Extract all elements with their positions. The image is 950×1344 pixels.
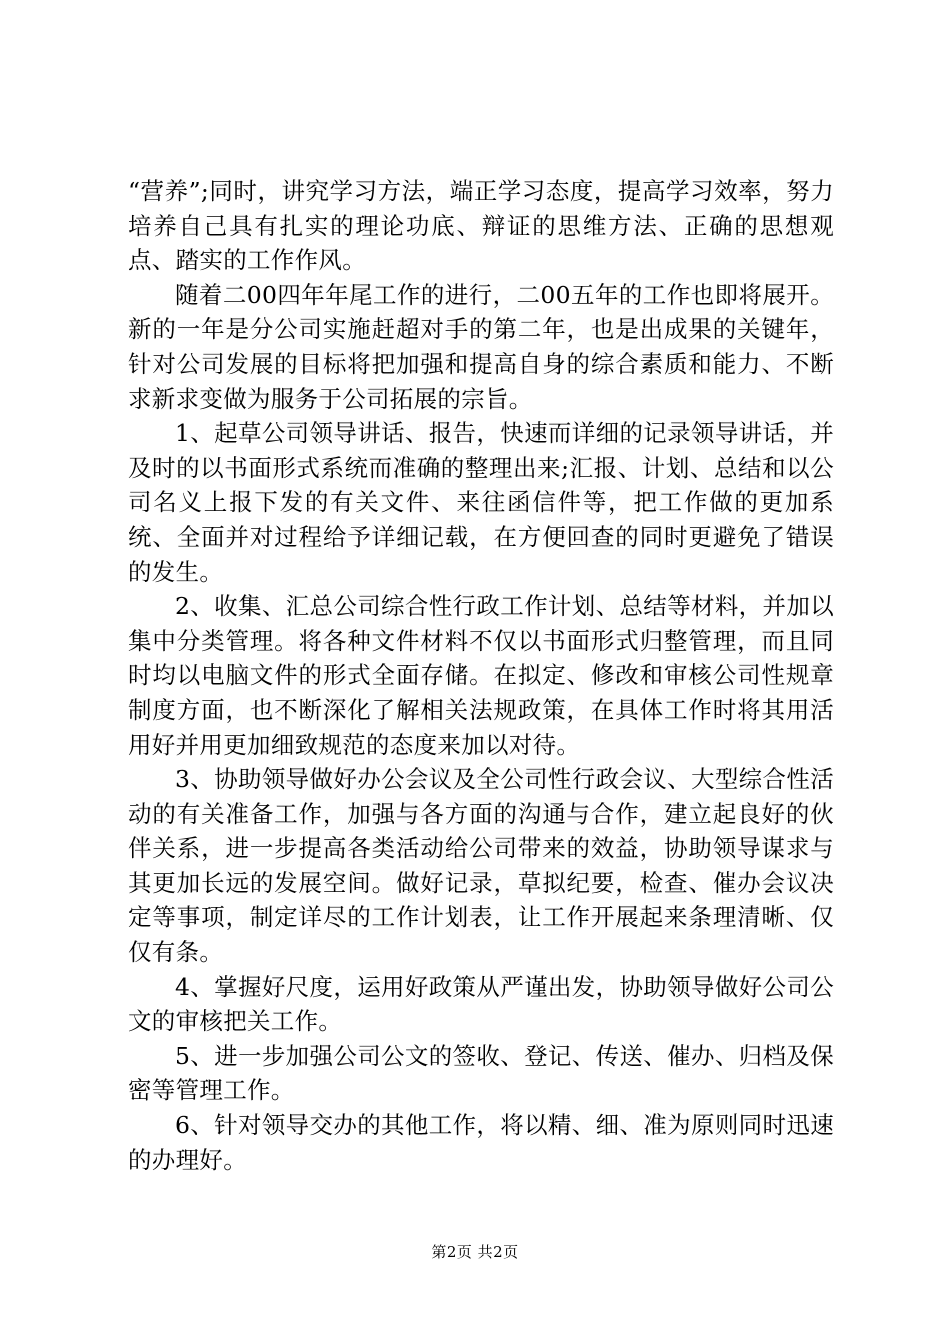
paragraph-item-2: 2、收集、汇总公司综合性行政工作计划、总结等材料，并加以集中分类管理。将各种文件材料不仅以书面形式归整管理，而且同时均以电脑文件的形式全面存储。在拟定、修改和审核公司性规章制度方面，也不断深化了解相关法规政策，在具体工作时将其用活用好并用更加细致规范的态度来加以对待。 xyxy=(128,592,834,759)
paragraph-item-5: 5、进一步加强公司公文的签收、登记、传送、催办、归档及保密等管理工作。 xyxy=(128,1041,834,1105)
paragraph-item-6: 6、针对领导交办的其他工作，将以精、细、准为原则同时迅速的办理好。 xyxy=(128,1111,834,1174)
paragraph-intro: 随着二00四年年尾工作的进行，二00五年的工作也即将展开。新的一年是分公司实施赶超对手的第二年，也是出成果的关键年，针对公司发展的目标将把加强和提高自身的综合素质和能力、不断求新求变做为服务于公司拓展的宗旨。 xyxy=(128,280,834,413)
page-footer: 第2页 共2页 xyxy=(431,1243,519,1261)
paragraph-continuation: “营养”;同时，讲究学习方法，端正学习态度，提高学习效率，努力培养自己具有扎实的理论功底、辩证的思维方法、正确的思想观点、踏实的工作作风。 xyxy=(128,177,834,275)
document-body xyxy=(128,174,834,1177)
paragraph-item-1: 1、起草公司领导讲话、报告，快速而详细的记录领导讲话，并及时的以书面形式系统而准确的整理出来;汇报、计划、总结和以公司名义上报下发的有关文件、来往函信件等，把工作做的更加系统、全面并对过程给予详细记载，在方便回查的同时更避免了错误的发生。 xyxy=(128,419,834,586)
paragraph-item-3: 3、协助领导做好办公会议及全公司性行政会议、大型综合性活动的有关准备工作，加强与各方面的沟通与合作，建立起良好的伙伴关系，进一步提高各类活动给公司带来的效益，协助领导谋求与其更加长远的发展空间。做好记录，草拟纪要，检查、催办会议决定等事项，制定详尽的工作计划表，让工作开展起来条理清晰、仅仅有条。 xyxy=(128,765,834,967)
paragraph-item-4: 4、掌握好尺度，运用好政策从严谨出发，协助领导做好公司公文的审核把关工作。 xyxy=(128,972,834,1036)
